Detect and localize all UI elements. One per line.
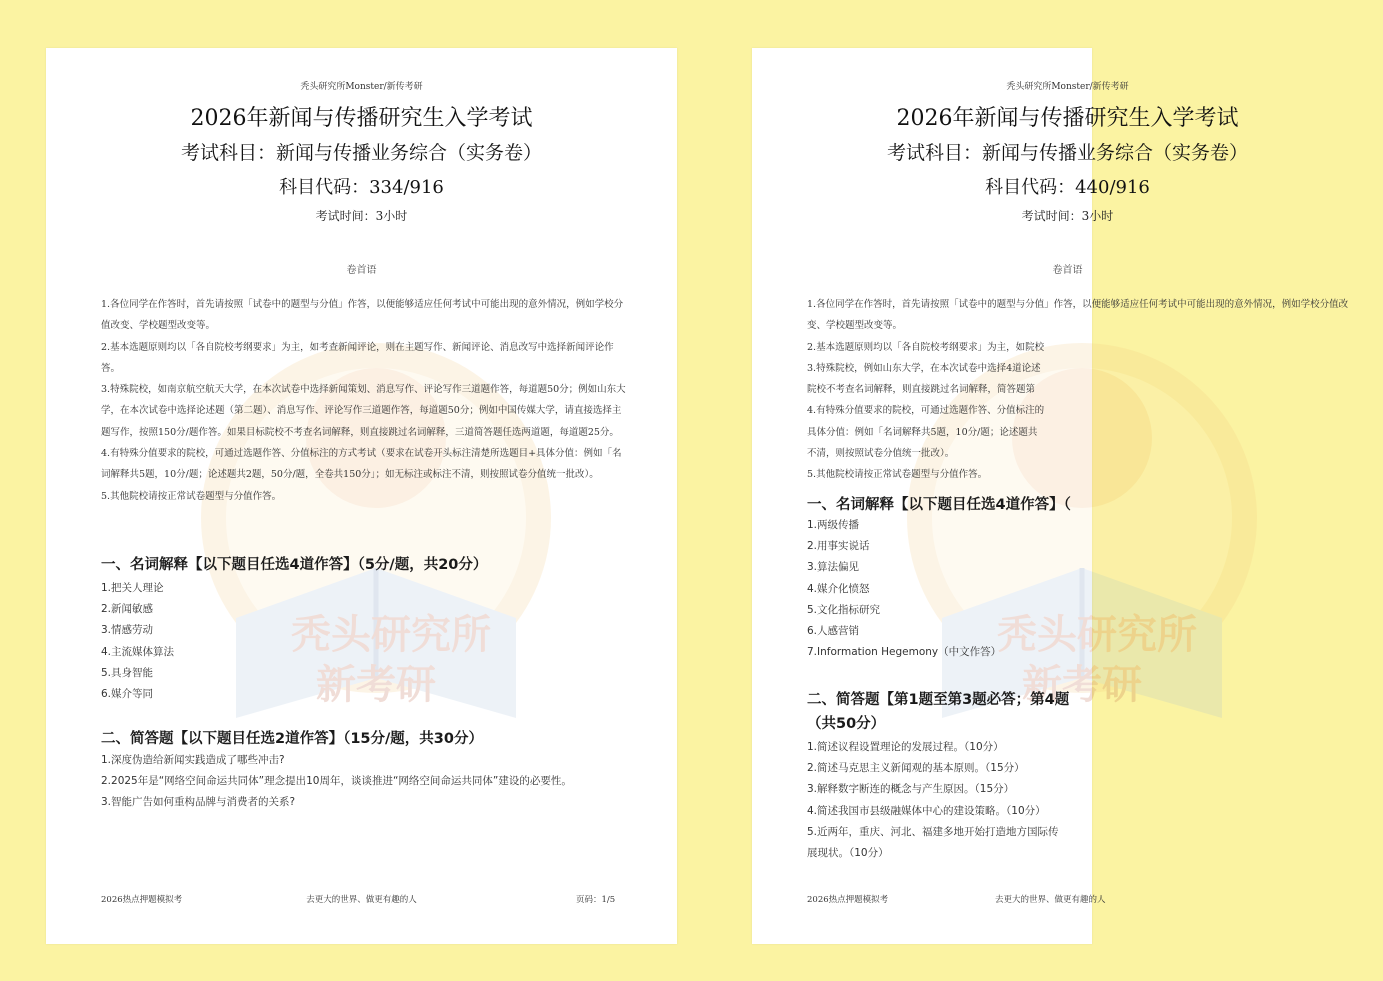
section-2-title: 二、简答题【第1题至第3题必答；第4题 bbox=[807, 692, 1070, 708]
watermark-text-1: 秃头研究所 bbox=[291, 612, 491, 658]
section-1-list bbox=[807, 515, 1001, 663]
exam-subject: 考试科目：新闻与传播业务综合（实务卷） bbox=[180, 142, 542, 164]
exam-page-2 bbox=[752, 48, 1349, 944]
list-item: 4.媒介化愤怒 bbox=[807, 582, 870, 595]
list-item: 5.具身智能 bbox=[101, 666, 154, 679]
list-item: 2.新闻敏感 bbox=[101, 603, 154, 616]
preface-title: 卷首语 bbox=[346, 265, 377, 276]
preface-note: 2.基本选题原则均以「各自院校考纲要求」为主，如院校 bbox=[807, 341, 1045, 353]
exam-subject: 考试科目：新闻与传播业务综合（实务卷） bbox=[886, 142, 1248, 164]
section-2-title: 二、简答题【以下题目任选2道作答】（15分/题，共30分） bbox=[101, 731, 483, 747]
footer-left: 2026热点押题模拟考 bbox=[101, 895, 183, 905]
list-item: 5.近两年，重庆、河北、福建多地开始打造地方国际传 bbox=[807, 825, 1059, 838]
list-item: 3.智能广告如何重构品牌与消费者的关系? bbox=[101, 796, 296, 809]
page-header: 秃头研究所Monster/新传考研 bbox=[300, 82, 423, 92]
exam-time: 考试时间：3小时 bbox=[315, 209, 408, 223]
exam-title: 2026年新闻与传播研究生入学考试 bbox=[896, 106, 1239, 131]
watermark-text-2: 新考研 bbox=[316, 662, 436, 708]
list-item: 4.主流媒体算法 bbox=[101, 645, 175, 658]
footer-page-number: 页码：1/5 bbox=[576, 895, 616, 905]
list-item: 4.简述我国市县级融媒体中心的建设策略。（10分） bbox=[807, 804, 1046, 817]
preface-notes bbox=[101, 294, 626, 507]
footer-center: 去更大的世界、做更有趣的人 bbox=[306, 895, 417, 905]
watermark-text-1: 秃头研究所 bbox=[997, 612, 1197, 658]
list-item: 7.Information Hegemony（中文作答） bbox=[807, 646, 1002, 659]
exam-page-1 bbox=[46, 48, 677, 944]
list-item: 展现状。（10分） bbox=[807, 847, 889, 860]
footer-left: 2026热点押题模拟考 bbox=[807, 895, 889, 905]
exam-time: 考试时间：3小时 bbox=[1021, 209, 1114, 223]
preface-note: 1.各位同学在作答时，首先请按照「试卷中的题型与分值」作答，以便能够适应任何考试中可能出现的意外情况，例如学校分值改变、学校题型改变等。 bbox=[807, 299, 1349, 332]
list-item: 2.简述马克思主义新闻观的基本原则。（15分） bbox=[807, 762, 1025, 775]
watermark-text-2: 新考研 bbox=[1022, 662, 1142, 708]
list-item: 1.简述议程设置理论的发展过程。（10分） bbox=[807, 741, 1004, 753]
preface-note: 1.各位同学在作答时，首先请按照「试卷中的题型与分值」作答，以便能够适应任何考试中可能出现的意外情况，例如学校分值改变、学校题型改变等。 bbox=[101, 299, 624, 332]
preface-note: 5.其他院校请按正常试卷题型与分值作答。 bbox=[101, 490, 282, 502]
preface-note: 具体分值：例如「名词解释共5题，10分/题；论述题共 bbox=[807, 426, 1038, 438]
preface-note: 不清，则按照试卷分值统一批改）。 bbox=[807, 448, 955, 460]
preface-note: 院校不考查名词解释，则直接跳过名词解释，简答题第 bbox=[807, 384, 1036, 396]
section-2-title-cont: （共50分） bbox=[807, 716, 886, 732]
section-2-list bbox=[807, 737, 1059, 864]
section-1-title: 一、名词解释【以下题目任选4道作答】（5分/题，共20分） bbox=[101, 557, 488, 573]
footer-center: 去更大的世界、做更有趣的人 bbox=[995, 895, 1106, 905]
list-item: 6.媒介等同 bbox=[101, 688, 154, 701]
page-header: 秃头研究所Monster/新传考研 bbox=[1006, 82, 1129, 92]
subject-code: 科目代码：334/916 bbox=[279, 177, 444, 198]
list-item: 3.算法偏见 bbox=[807, 561, 860, 574]
preface-title: 卷首语 bbox=[1052, 265, 1083, 276]
section-1-list bbox=[101, 578, 174, 705]
list-item: 2.用事实说话 bbox=[807, 540, 870, 553]
list-item: 1.两级传播 bbox=[807, 519, 860, 531]
preface-note: 4.有特殊分值要求的院校，可通过选题作答、分值标注的方式考试（要求在试卷开头标注清楚所选题目+具体分值：例如「名词解释共5题，10分/题；论述题共2题，50分/题，全卷共150分」；如无标注或标注不清，则按照试卷分值统一批改）。 bbox=[101, 448, 622, 481]
preface-notes bbox=[807, 294, 1367, 486]
list-item: 1.把关人理论 bbox=[101, 582, 164, 594]
preface-note: 3.特殊院校，例如山东大学，在本次试卷中选择4道论述 bbox=[807, 362, 1041, 374]
list-item: 1.深度伪造给新闻实践造成了哪些冲击? bbox=[101, 754, 285, 766]
list-item: 2.2025年是“网络空间命运共同体”理念提出10周年，谈谈推进“网络空间命运共同体”建设的必要性。 bbox=[101, 775, 572, 788]
preface-note: 5.其他院校请按正常试卷题型与分值作答。 bbox=[807, 469, 988, 481]
list-item: 3.解释数字断连的概念与产生原因。（15分） bbox=[807, 783, 1015, 796]
preface-note: 2.基本选题原则均以「各自院校考纲要求」为主，如考查新闻评论，则在主题写作、新闻评论、消息改写中选择新闻评论作答。 bbox=[101, 341, 614, 374]
exam-title: 2026年新闻与传播研究生入学考试 bbox=[190, 106, 533, 131]
section-2-list bbox=[101, 750, 572, 814]
subject-code: 科目代码：440/916 bbox=[985, 177, 1150, 198]
list-item: 5.文化指标研究 bbox=[807, 603, 881, 616]
list-item: 3.情感劳动 bbox=[101, 624, 154, 637]
preface-note: 3.特殊院校，如南京航空航天大学，在本次试卷中选择新闻策划、消息写作、评论写作三道题作答，每道题50分；例如山东大学，在本次试卷中选择论述题（第二题）、消息写作、评论写作三道题作答，每道题50分；例如中国传媒大学，请直接选择主题写作，按照150分/题作答。如果目标院校不考查名词解释，则直接跳过名词解释，三道简答题任选两道题，每道题25分。 bbox=[101, 384, 626, 438]
section-1-title: 一、名词解释【以下题目任选4道作答】（ bbox=[807, 497, 1071, 513]
list-item: 6.人感营销 bbox=[807, 625, 860, 638]
preface-note: 4.有特殊分值要求的院校，可通过选题作答、分值标注的 bbox=[807, 405, 1045, 417]
